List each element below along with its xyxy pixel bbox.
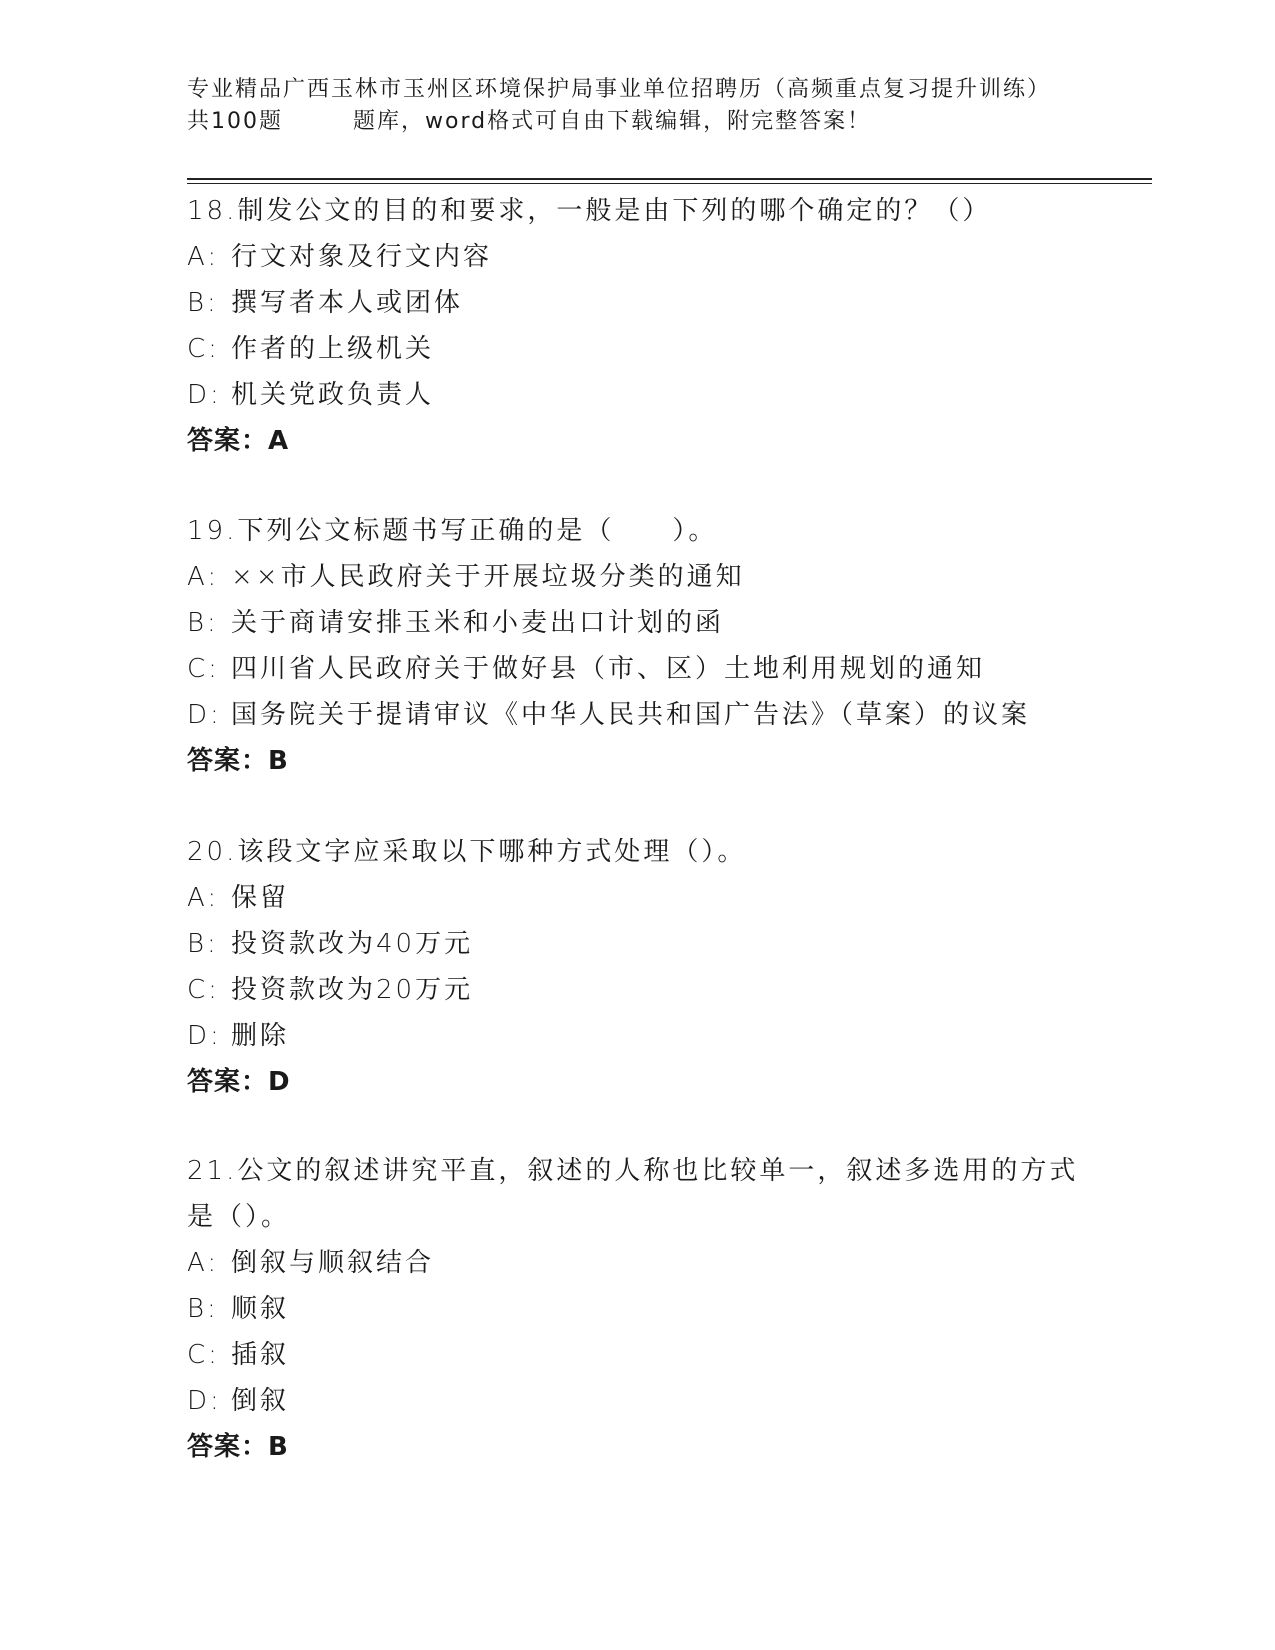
option-c: [187, 1332, 1087, 1378]
question-21: [187, 1148, 1087, 1470]
header-question-count: 共100题: [187, 109, 283, 134]
option-letter: C:: [187, 654, 220, 684]
question-stem: 20.该段文字应采取以下哪种方式处理（）。: [187, 837, 747, 867]
header-divider-thick: [187, 178, 1152, 180]
option-text: 倒叙: [231, 1386, 290, 1416]
question-19: [187, 508, 1087, 784]
option-c: [187, 967, 1087, 1013]
option-d: [187, 1013, 1087, 1059]
header-title: 专业精品广西玉林市玉州区环境保护局事业单位招聘历（高频重点复习提升训练）: [187, 77, 1052, 102]
option-letter: D:: [187, 1386, 222, 1416]
answer-label: 答案：B: [187, 746, 289, 776]
option-text: 倒叙与顺叙结合: [231, 1248, 435, 1278]
option-d: [187, 1378, 1087, 1424]
option-letter: A:: [187, 1248, 220, 1278]
answer-label: 答案：A: [187, 426, 290, 456]
answer-label: 答案：D: [187, 1067, 291, 1097]
option-a: [187, 234, 1087, 280]
option-b: [187, 921, 1087, 967]
option-letter: D:: [187, 700, 222, 730]
answer-label: 答案：B: [187, 1432, 289, 1462]
option-letter: C:: [187, 1340, 220, 1370]
option-letter: C:: [187, 334, 220, 364]
option-text: 关于商请安排玉米和小麦出口计划的函: [231, 608, 725, 638]
option-a: [187, 554, 1087, 600]
option-letter: A:: [187, 562, 220, 592]
question-stem: 19.下列公文标题书写正确的是（ ）。: [187, 516, 718, 546]
option-text: 四川省人民政府关于做好县（市、区）土地利用规划的通知: [231, 654, 986, 684]
option-text: 作者的上级机关: [231, 334, 435, 364]
option-text: 顺叙: [231, 1294, 290, 1324]
header-description: 题库，word格式可自由下载编辑，附完整答案！: [353, 109, 872, 134]
option-b: [187, 1286, 1087, 1332]
option-d: [187, 692, 1087, 738]
option-letter: B:: [187, 929, 219, 959]
option-text: ××市人民政府关于开展垃圾分类的通知: [231, 562, 745, 592]
question-20: [187, 829, 1087, 1105]
option-a: [187, 1240, 1087, 1286]
option-text: 行文对象及行文内容: [231, 242, 493, 272]
question-stem: 21.公文的叙述讲究平直，叙述的人称也比较单一，叙述多选用的方式是（）。: [187, 1156, 1079, 1232]
option-b: [187, 600, 1087, 646]
header-divider-thin: [187, 183, 1152, 184]
option-letter: B:: [187, 1294, 219, 1324]
option-text: 保留: [231, 883, 290, 913]
document-header: [187, 74, 1147, 138]
option-letter: C:: [187, 975, 220, 1005]
option-letter: D:: [187, 380, 222, 410]
option-letter: A:: [187, 242, 220, 272]
option-a: [187, 875, 1087, 921]
option-d: [187, 372, 1087, 418]
header-subtitle: [187, 106, 1147, 138]
option-b: [187, 280, 1087, 326]
option-text: 删除: [231, 1021, 290, 1051]
option-letter: A:: [187, 883, 220, 913]
question-18: [187, 188, 1087, 464]
option-text: 机关党政负责人: [231, 380, 435, 410]
option-letter: B:: [187, 608, 219, 638]
option-letter: D:: [187, 1021, 222, 1051]
option-c: [187, 646, 1087, 692]
option-text: 投资款改为20万元: [231, 975, 474, 1005]
option-c: [187, 326, 1087, 372]
option-text: 国务院关于提请审议《中华人民共和国广告法》（草案）的议案: [231, 700, 1031, 730]
option-text: 插叙: [231, 1340, 290, 1370]
question-stem: 18.制发公文的目的和要求，一般是由下列的哪个确定的？（）: [187, 196, 992, 226]
option-text: 投资款改为40万元: [231, 929, 474, 959]
option-letter: B:: [187, 288, 219, 318]
option-text: 撰写者本人或团体: [231, 288, 464, 318]
